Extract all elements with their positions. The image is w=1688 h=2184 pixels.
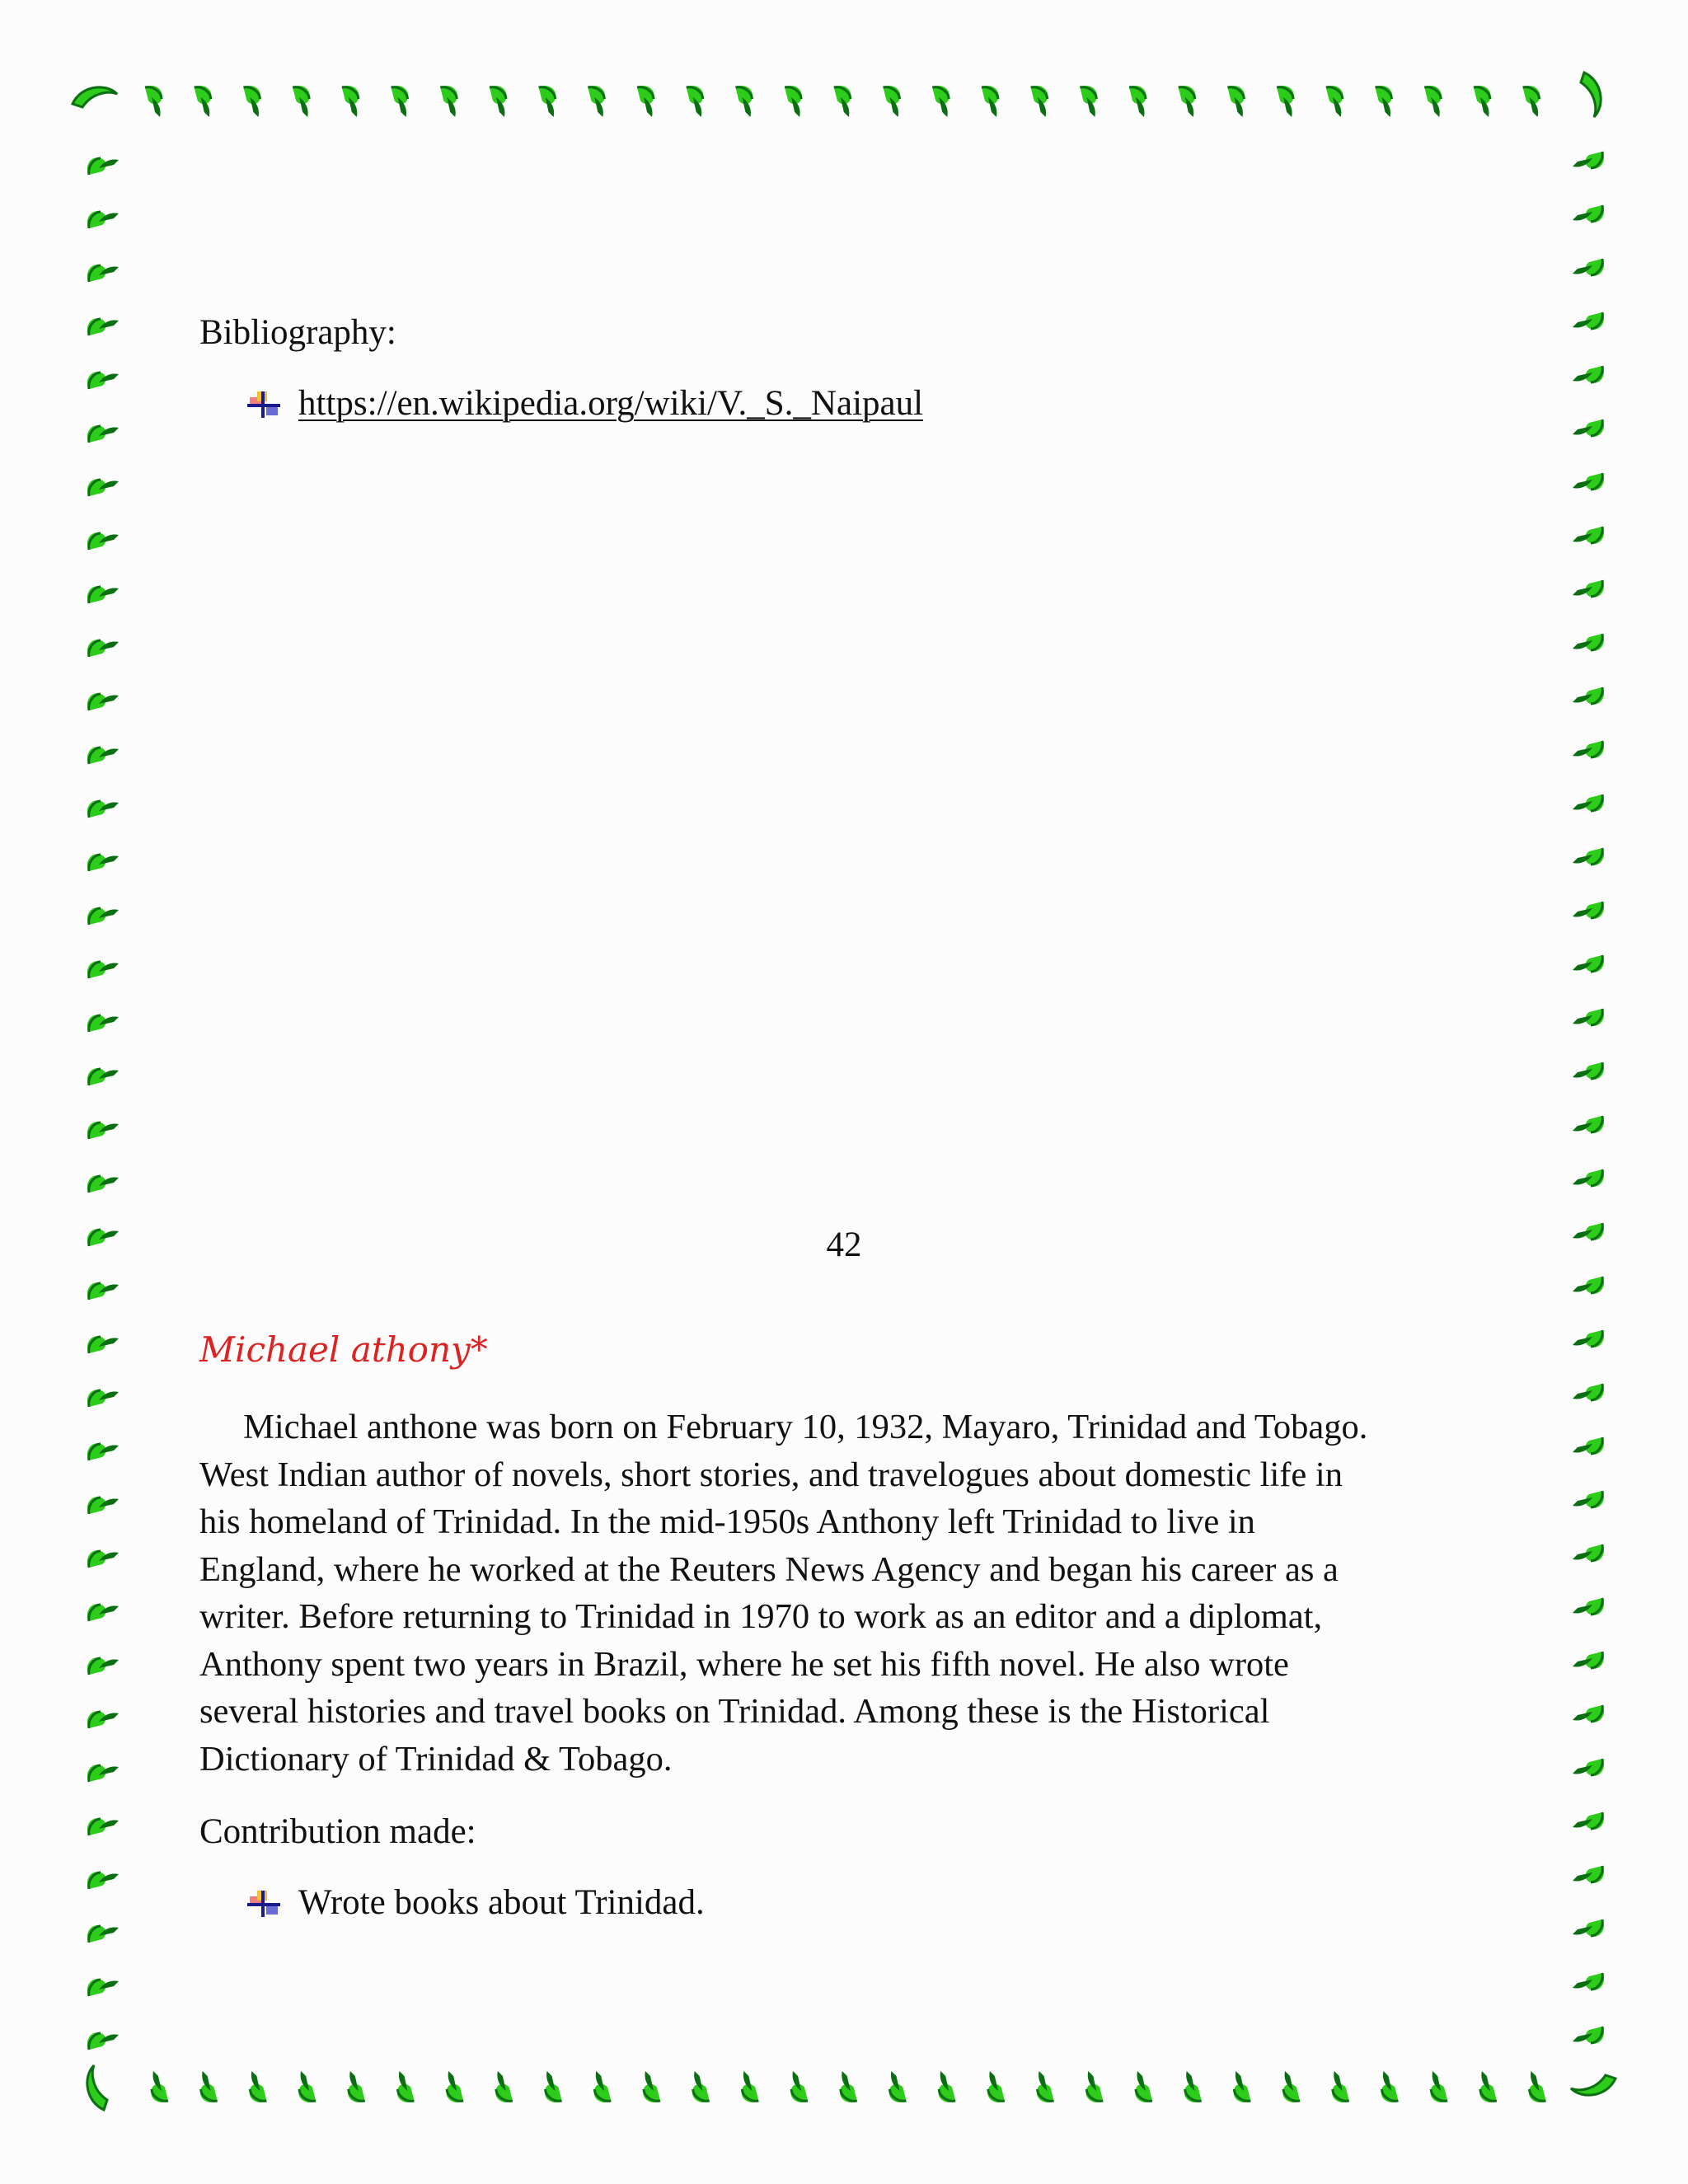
border-leaf: [1277, 86, 1294, 117]
border-leaf: [785, 86, 802, 117]
border-leaf: [987, 2071, 1005, 2102]
border-leaf: [1129, 86, 1146, 117]
border-leaf: [1086, 2071, 1104, 2102]
paragraph-line: England, where he worked at the Reuters News Agency and began his career as a: [199, 1549, 1339, 1589]
border-leaf: [1573, 1116, 1604, 1133]
border-leaf: [1573, 205, 1604, 223]
border-leaf: [1424, 86, 1442, 117]
border-leaf: [1573, 1491, 1604, 1508]
border-leaf: [735, 86, 753, 117]
paragraph-line: writer. Before returning to Trinidad in 1970 to work as an editor and a diplomat,: [199, 1597, 1323, 1636]
border-leaf: [1573, 1652, 1604, 1669]
border-leaf: [1573, 1062, 1604, 1080]
border-leaf: [87, 1657, 119, 1675]
border-leaf: [87, 1175, 119, 1193]
paragraph-line: Dictionary of Trinidad & Tobago.: [199, 1739, 673, 1779]
border-leaf: [87, 1390, 119, 1407]
border-leaf: [87, 157, 119, 175]
paragraph-line: Michael anthone was born on February 10, 1932, Mayaro, Trinidad and Tobago.: [199, 1408, 1368, 1446]
border-leaf: [1573, 1919, 1604, 1937]
border-leaf: [545, 2071, 562, 2102]
biography-paragraph: [199, 1404, 1502, 1783]
border-leaf: [1573, 527, 1604, 544]
border-leaf: [1573, 152, 1604, 169]
border-leaf: [1573, 1437, 1604, 1455]
border-leaf: [1573, 1812, 1604, 1830]
bullet-icon: [247, 1891, 280, 1917]
border-leaf: [1573, 1973, 1604, 1990]
border-leaf: [1479, 2071, 1497, 2102]
border-leaf: [643, 2071, 660, 2102]
border-leaf: [889, 2071, 907, 2102]
border-leaf: [938, 2071, 955, 2102]
border-leaf: [1573, 312, 1604, 330]
border-leaf: [1573, 1384, 1604, 1401]
border-leaf: [1376, 86, 1393, 117]
border-leaf: [87, 1443, 119, 1460]
border-leaf: [87, 1122, 119, 1139]
border-leaf: [87, 1497, 119, 1514]
border-leaf: [145, 86, 162, 117]
border-leaf: [87, 1604, 119, 1621]
border-leaf: [87, 961, 119, 978]
border-leaf: [1573, 687, 1604, 705]
border-leaf: [1037, 2071, 1054, 2102]
border-leaf: [392, 86, 409, 117]
border-leaf: [637, 86, 654, 117]
border-leaf: [87, 1550, 119, 1568]
border-leaf: [298, 2071, 316, 2102]
border-leaf: [1529, 2071, 1546, 2102]
border-leaf: [87, 1282, 119, 1300]
border-leaf: [87, 425, 119, 443]
border-leaf: [932, 86, 950, 117]
border-leaf: [397, 2071, 415, 2102]
border-leaf: [293, 86, 310, 117]
border-leaf: [1573, 1009, 1604, 1026]
border-corner: [1571, 2075, 1615, 2095]
border-leaf: [1523, 86, 1540, 117]
border-leaf: [1573, 848, 1604, 865]
bibliography-heading: Bibliography:: [199, 313, 396, 352]
border-leaf: [250, 2071, 267, 2102]
border-leaf: [1573, 1759, 1604, 1776]
border-leaf: [1381, 2071, 1399, 2102]
border-leaf: [87, 693, 119, 710]
border-corner: [1581, 73, 1601, 117]
border-leaf: [1573, 1330, 1604, 1347]
border-leaf: [790, 2071, 808, 2102]
border-leaf: [446, 2071, 463, 2102]
bibliography-link[interactable]: https://en.wikipedia.org/wiki/V._S._Naipaul: [298, 384, 924, 423]
border-leaf: [1573, 1277, 1604, 1294]
border-leaf: [87, 211, 119, 228]
border-leaf: [742, 2071, 759, 2102]
border-leaf: [87, 747, 119, 764]
border-leaf: [1573, 2027, 1604, 2044]
border-leaf: [87, 1979, 119, 1996]
border-leaf: [243, 86, 260, 117]
border-leaf: [87, 532, 119, 550]
border-leaf: [195, 86, 212, 117]
border-leaf: [1031, 86, 1048, 117]
border-leaf: [884, 86, 901, 117]
border-leaf: [87, 1818, 119, 1835]
border-leaf: [1573, 259, 1604, 276]
border-leaf: [151, 2071, 168, 2102]
border-leaf: [692, 2071, 710, 2102]
border-leaf: [87, 1068, 119, 1085]
border-leaf: [87, 1015, 119, 1032]
border-leaf: [1332, 2071, 1349, 2102]
border-leaf: [87, 640, 119, 657]
border-leaf: [1573, 1544, 1604, 1562]
border-leaf: [1573, 794, 1604, 812]
border-corner: [87, 2065, 107, 2110]
border-leaf: [1326, 86, 1343, 117]
section-heading: Michael athony*: [199, 1329, 488, 1370]
paragraph-line: West Indian author of novels, short stories, and travelogues about domestic life in: [199, 1455, 1343, 1494]
border-leaf: [1430, 2071, 1447, 2102]
border-leaf: [342, 86, 359, 117]
border-leaf: [348, 2071, 365, 2102]
border-leaf: [1234, 2071, 1251, 2102]
border-leaf: [1282, 2071, 1300, 2102]
border-leaf: [440, 86, 457, 117]
border-leaf: [1573, 1598, 1604, 1615]
contribution-text: Wrote books about Trinidad.: [298, 1883, 705, 1922]
border-leaf: [594, 2071, 612, 2102]
border-leaf: [87, 1872, 119, 1889]
border-leaf: [1573, 473, 1604, 490]
border-leaf: [1135, 2071, 1152, 2102]
contribution-heading: Contribution made:: [199, 1812, 476, 1851]
border-leaf: [495, 2071, 513, 2102]
border-leaf: [200, 2071, 218, 2102]
border-leaf: [1474, 86, 1491, 117]
border-leaf: [87, 372, 119, 389]
border-leaf: [87, 479, 119, 496]
border-leaf: [1184, 2071, 1202, 2102]
border-leaf: [87, 1765, 119, 1782]
page-number: 42: [826, 1226, 862, 1264]
border-leaf: [87, 586, 119, 603]
border-leaf: [87, 318, 119, 335]
border-leaf: [588, 86, 605, 117]
border-leaf: [1080, 86, 1097, 117]
border-leaf: [1179, 86, 1196, 117]
border-leaf: [87, 907, 119, 925]
paragraph-line: his homeland of Trinidad. In the mid-1950s Anthony left Trinidad to live in: [199, 1502, 1255, 1541]
border-leaf: [982, 86, 999, 117]
border-leaf: [834, 86, 851, 117]
border-leaf: [1573, 580, 1604, 598]
border-corner: [73, 87, 117, 107]
border-leaf: [87, 1925, 119, 1943]
border-leaf: [87, 1711, 119, 1728]
border-leaf: [87, 1336, 119, 1353]
border-leaf: [1573, 419, 1604, 437]
paragraph-line: Anthony spent two years in Brazil, where he set his fifth novel. He also wrote: [199, 1644, 1289, 1684]
border-leaf: [687, 86, 704, 117]
border-leaf: [1573, 634, 1604, 651]
border-leaf: [1573, 1866, 1604, 1883]
border-leaf: [1573, 366, 1604, 383]
border-leaf: [1573, 741, 1604, 758]
border-leaf: [87, 800, 119, 818]
border-leaf: [490, 86, 507, 117]
border-leaf: [87, 2032, 119, 2050]
border-leaf: [539, 86, 556, 117]
border-leaf: [1573, 902, 1604, 919]
border-leaf: [1573, 955, 1604, 972]
border-leaf: [840, 2071, 857, 2102]
border-leaf: [1573, 1169, 1604, 1187]
border-leaf: [1573, 1705, 1604, 1722]
bullet-icon: [247, 391, 280, 418]
paragraph-line: several histories and travel books on Trinidad. Among these is the Historical: [199, 1692, 1270, 1731]
border-leaf: [1227, 86, 1245, 117]
border-leaf: [87, 854, 119, 871]
border-leaf: [87, 265, 119, 282]
